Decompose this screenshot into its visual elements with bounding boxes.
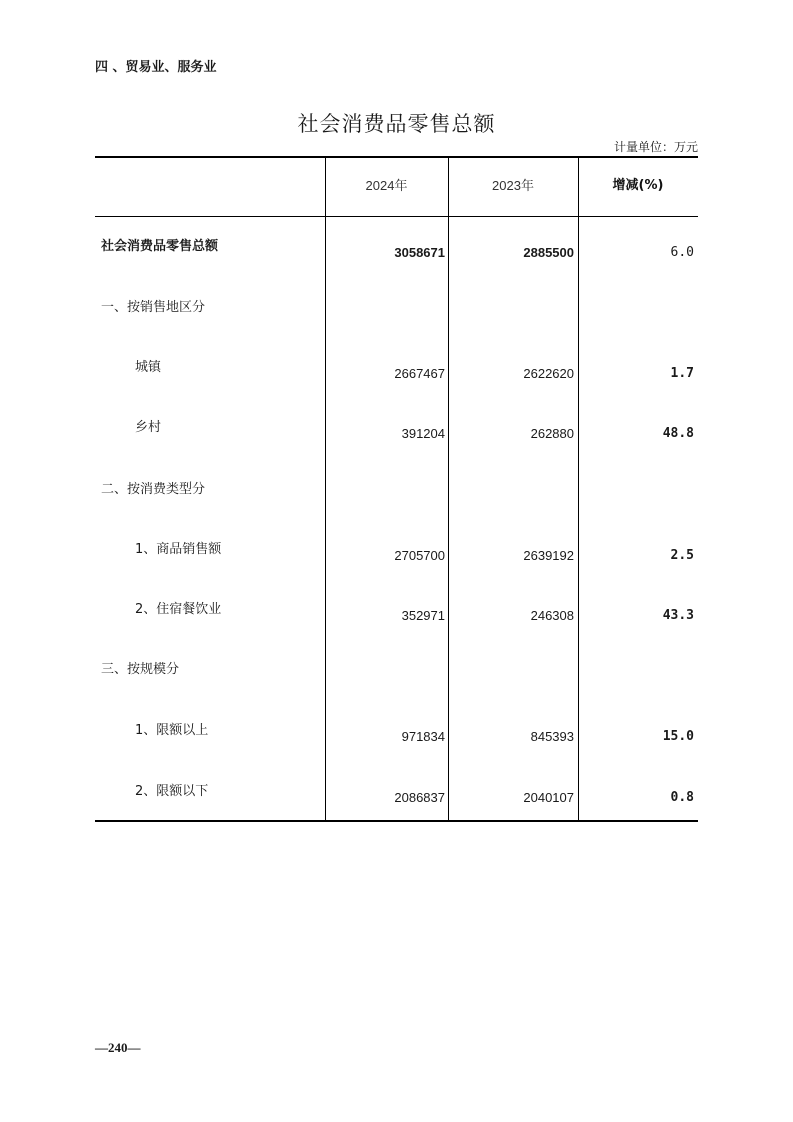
table-bottom-rule xyxy=(95,820,698,822)
table-header-rule xyxy=(95,216,698,217)
row-label: 乡村 xyxy=(135,420,162,435)
page-title: 社会消费品零售总额 xyxy=(297,112,496,136)
change-percent: 48.8 xyxy=(662,426,694,441)
row-label: 城镇 xyxy=(135,360,162,375)
value-2024: 352971 xyxy=(401,608,445,623)
column-header-2023: 2023年 xyxy=(492,178,534,193)
section-header: 四 、贸易业、服务业 xyxy=(95,60,217,75)
value-2023: 246308 xyxy=(530,608,574,623)
value-2024: 3058671 xyxy=(394,245,445,260)
row-label: 2、住宿餐饮业 xyxy=(135,602,222,617)
value-2023: 2040107 xyxy=(523,790,574,805)
change-percent: 43.3 xyxy=(662,608,694,623)
row-label: 一、按销售地区分 xyxy=(101,300,206,315)
table-row xyxy=(95,600,698,630)
row-label: 二、按消费类型分 xyxy=(101,482,206,497)
row-label: 社会消费品零售总额 xyxy=(101,239,219,254)
value-2023: 262880 xyxy=(530,426,574,441)
table-row xyxy=(95,358,698,388)
row-label: 三、按规模分 xyxy=(101,662,180,677)
change-percent: 6.0 xyxy=(670,245,694,260)
change-percent: 1.7 xyxy=(670,366,694,381)
value-2023: 845393 xyxy=(530,729,574,744)
table-row xyxy=(95,721,698,751)
data-table xyxy=(95,156,698,822)
table-row xyxy=(95,237,698,267)
row-label: 1、限额以上 xyxy=(135,723,209,738)
value-2024: 2667467 xyxy=(394,366,445,381)
value-2024: 971834 xyxy=(401,729,445,744)
table-row xyxy=(95,298,698,328)
row-label: 1、商品销售额 xyxy=(135,542,222,557)
value-2024: 2705700 xyxy=(394,548,445,563)
change-percent: 15.0 xyxy=(662,729,694,744)
table-row xyxy=(95,480,698,510)
value-2023: 2885500 xyxy=(523,245,574,260)
table-row xyxy=(95,418,698,448)
value-2024: 391204 xyxy=(401,426,445,441)
change-percent: 0.8 xyxy=(670,790,694,805)
value-2023: 2639192 xyxy=(523,548,574,563)
table-row xyxy=(95,782,698,812)
change-percent: 2.5 xyxy=(670,548,694,563)
column-header-2024: 2024年 xyxy=(365,178,408,193)
column-header-label xyxy=(95,156,325,216)
value-2024: 2086837 xyxy=(394,790,445,805)
table-row xyxy=(95,660,698,690)
page-number: —240— xyxy=(95,1040,141,1055)
value-2023: 2622620 xyxy=(523,366,574,381)
table-row xyxy=(95,540,698,570)
row-label: 2、限额以下 xyxy=(135,784,209,799)
unit-note: 计量单位：万元 xyxy=(613,140,698,154)
column-header-change: 增减(%) xyxy=(612,178,664,193)
